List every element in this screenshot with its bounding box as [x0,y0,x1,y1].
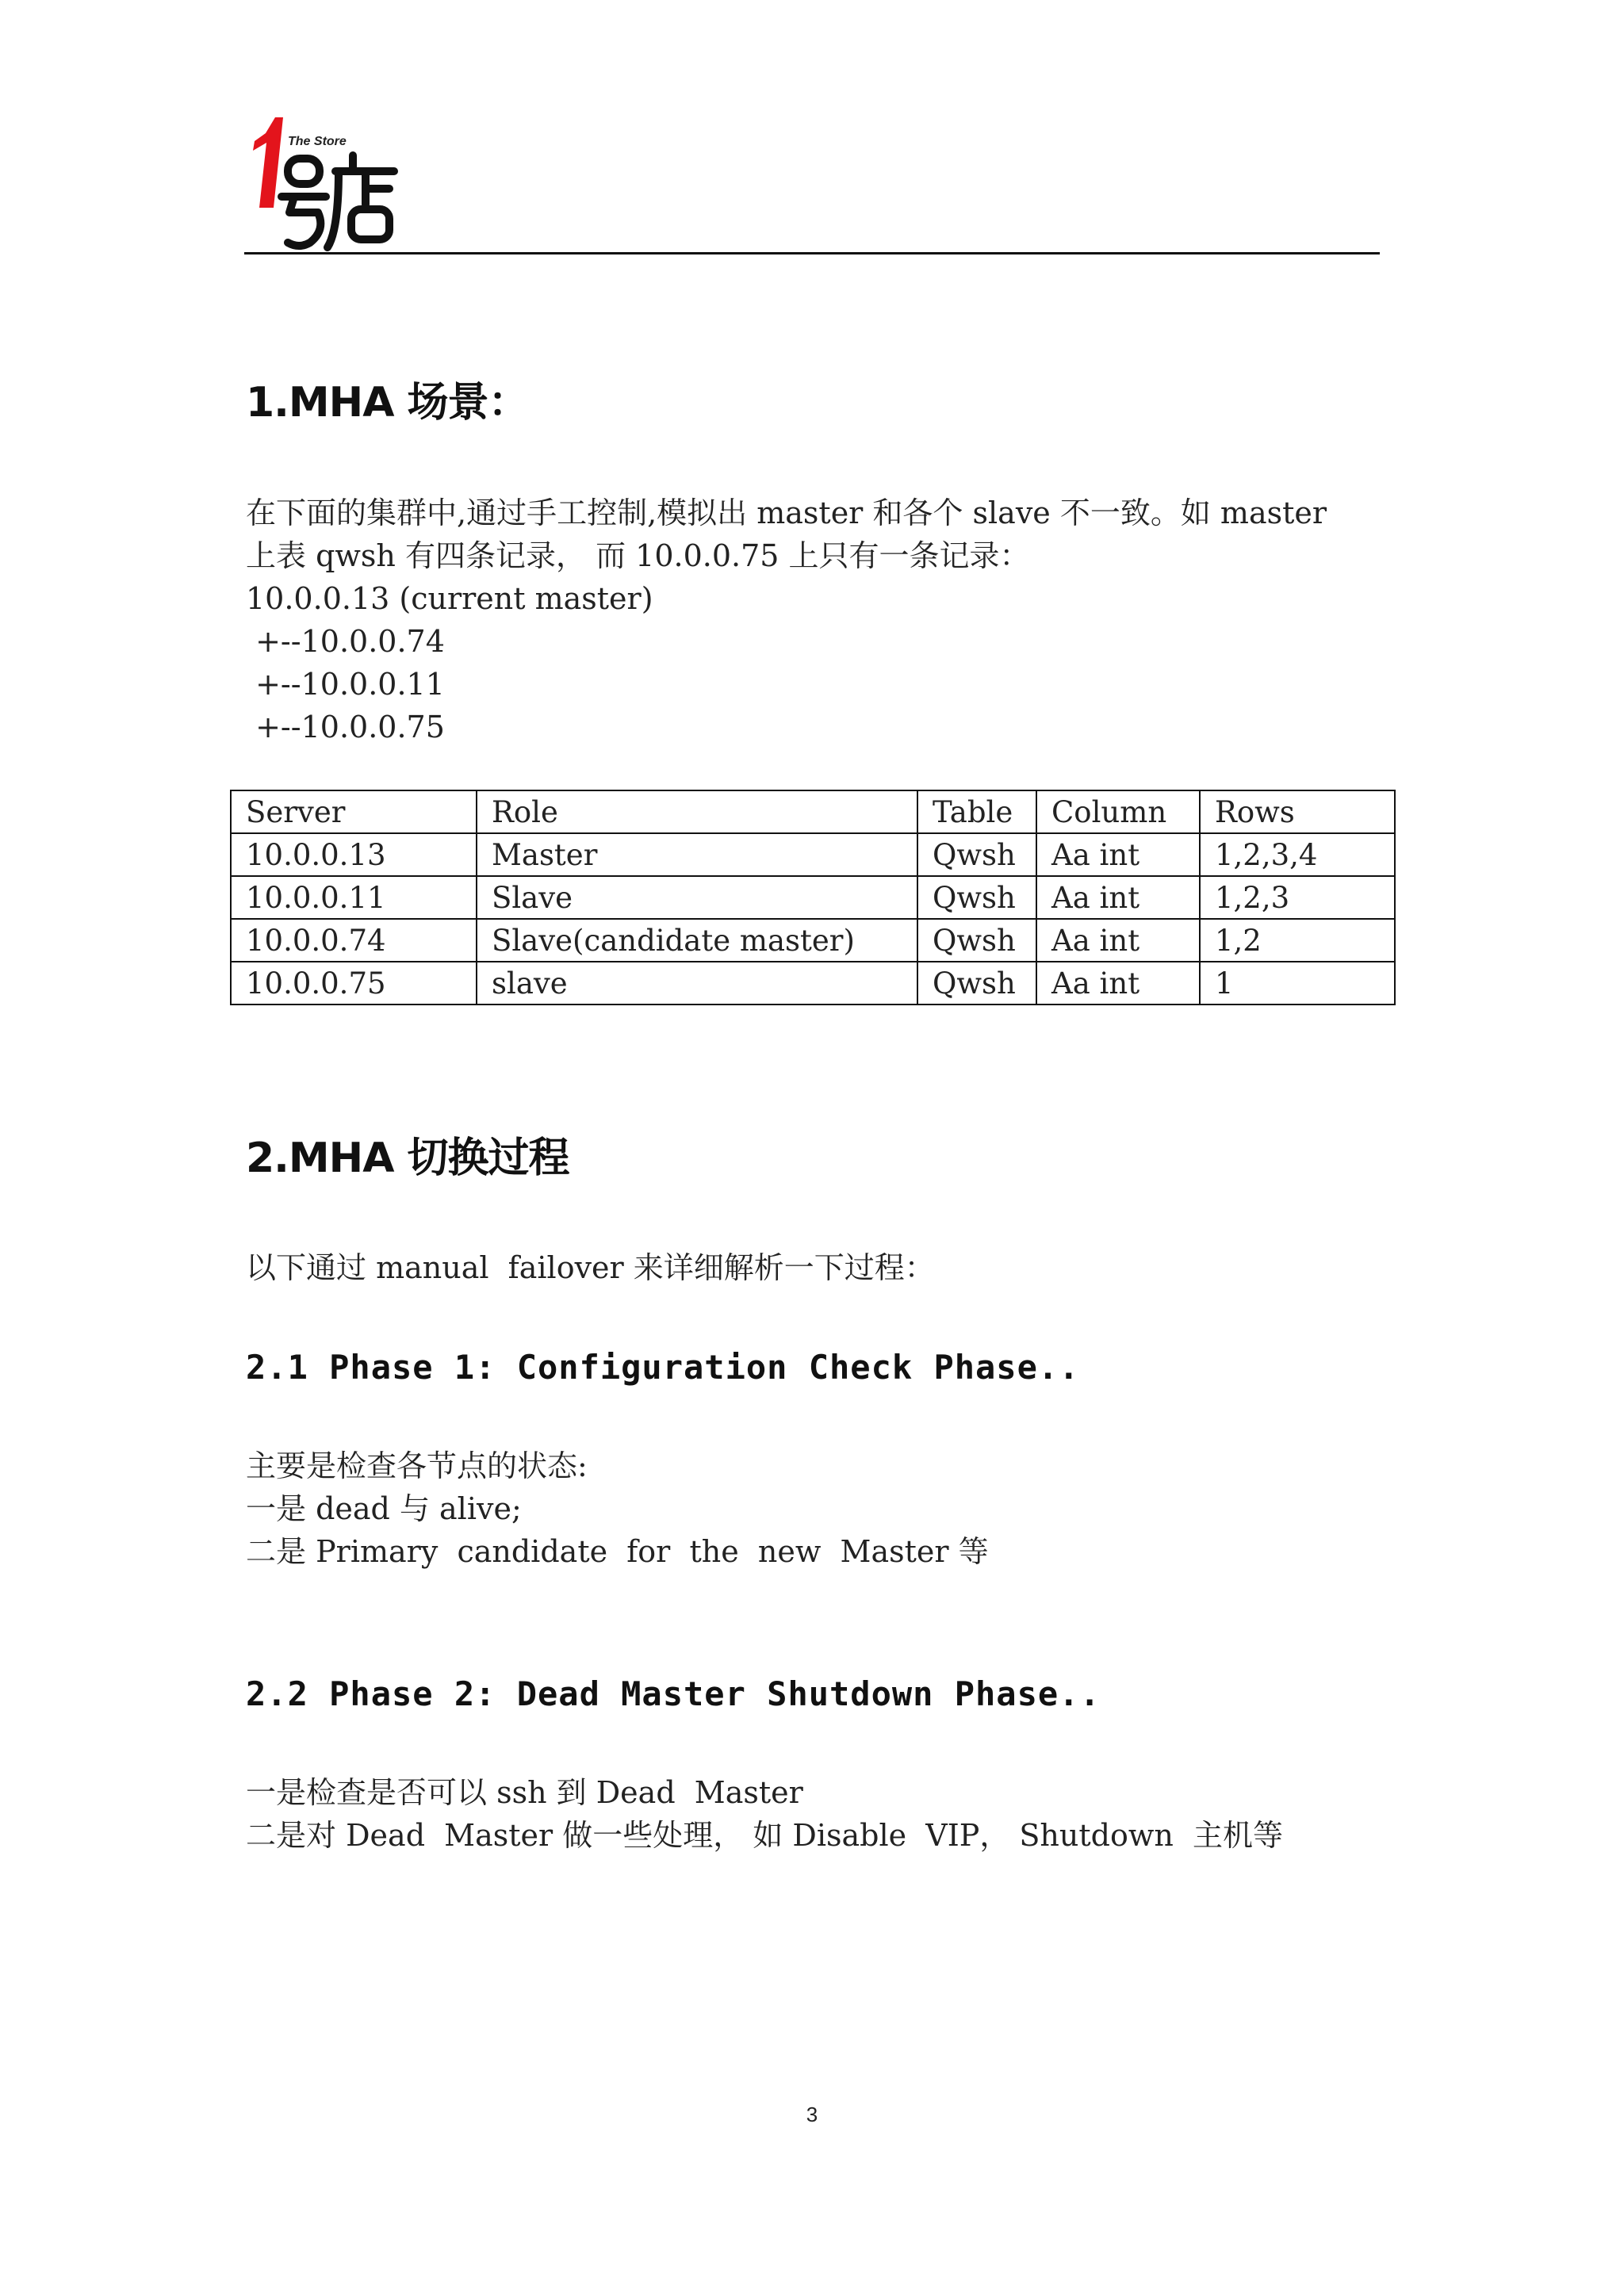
table-cell: 1,2,3 [1200,876,1395,919]
phase1-line: 一是 dead 与 alive; [246,1491,522,1526]
table-header-cell: Table [917,790,1036,833]
table-cell: Aa int [1036,876,1200,919]
table-header-cell: Server [231,790,477,833]
table-cell: 10.0.0.11 [231,876,477,919]
table-cell: Aa int [1036,962,1200,1004]
table-header-cell: Role [477,790,917,833]
table-cell: Qwsh [917,876,1036,919]
table-cell: Master [477,833,917,876]
table-header-cell: Column [1036,790,1200,833]
table-row [231,876,1395,919]
table-cell: 1 [1200,962,1395,1004]
page-number: 3 [806,2103,818,2126]
phase1-line: 二是 Primary candidate for the new Master 等 [246,1534,989,1569]
section2-heading: 2.MHA 切换过程 [246,1135,569,1182]
phase2-line: 二是对 Dead Master 做一些处理， 如 Disable VIP， Shutdown 主机等 [246,1818,1284,1853]
topology-line: +--10.0.0.75 [246,710,445,744]
table-cell: Slave(candidate master) [477,919,917,962]
table-cell: Aa int [1036,833,1200,876]
table-row [231,919,1395,962]
table-cell: Slave [477,876,917,919]
table-cell: Qwsh [917,833,1036,876]
table-header-row [231,790,1395,833]
table-row [231,962,1395,1004]
logo-hao-mark [282,159,326,246]
section2-intro-line: 以下通过 manual failover 来详细解析一下过程： [246,1250,935,1285]
table-cell: 10.0.0.13 [231,833,477,876]
table-row [231,833,1395,876]
table-cell: 10.0.0.74 [231,919,477,962]
topology-line: 10.0.0.13 (current master) [246,581,653,616]
phase2-heading: 2.2 Phase 2: Dead Master Shutdown Phase.. [246,1674,1101,1713]
phase2-body [246,1771,1283,1857]
phase1-heading: 2.1 Phase 1: Configuration Check Phase.. [246,1348,1080,1387]
logo-tagline: The Store [288,135,347,148]
store-logo [242,111,408,254]
topology-line: +--10.0.0.74 [246,624,445,659]
intro-line: 上表 qwsh 有四条记录， 而 10.0.0.75 上只有一条记录： [246,538,1030,573]
phase2-line: 一是检查是否可以 ssh 到 Dead Master [246,1775,803,1810]
table-cell: 1,2,3,4 [1200,833,1395,876]
header-divider [244,252,1380,254]
section1-heading: 1.MHA 场景： [246,379,529,427]
table-cell: Qwsh [917,962,1036,1004]
table-cell: Qwsh [917,919,1036,962]
store-logo-graphic [242,111,408,254]
section1-intro [246,492,1327,748]
phase1-body [246,1445,989,1573]
table-cell: 10.0.0.75 [231,962,477,1004]
table-header-cell: Rows [1200,790,1395,833]
phase1-line: 主要是检查各节点的状态: [246,1448,588,1483]
table-cell: slave [477,962,917,1004]
section2-intro [246,1246,935,1289]
table-cell: Aa int [1036,919,1200,962]
table-cell: 1,2 [1200,919,1395,962]
intro-line: 在下面的集群中,通过手工控制,模拟出 master 和各个 slave 不一致。如 master [246,496,1327,530]
logo-dian-mark [327,155,394,247]
topology-line: +--10.0.0.11 [246,667,445,702]
replication-table [230,790,1396,1005]
